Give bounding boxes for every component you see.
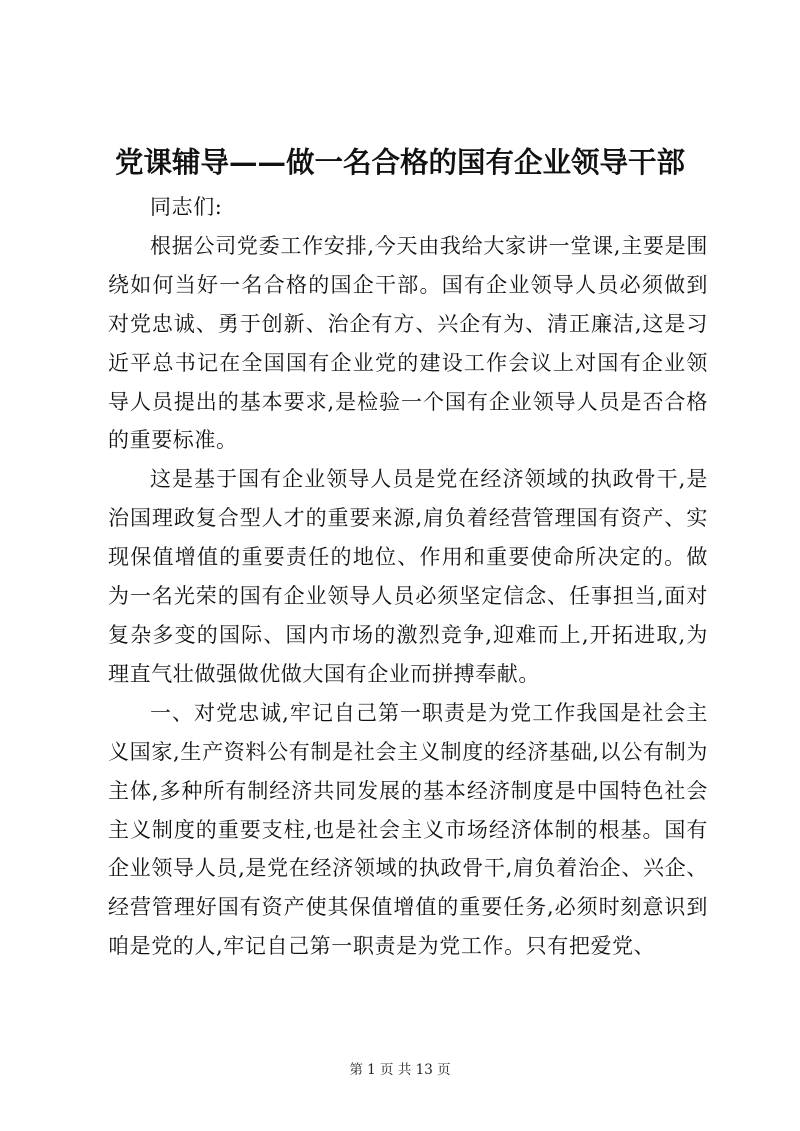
- greeting-line: 同志们:: [150, 195, 223, 219]
- paragraph-1: 根据公司党委工作安排,今天由我给大家讲一堂课,主要是围绕如何当好一名合格的国企干部。国有企业领导人员必须做到对党忠诚、勇于创新、治企有方、兴企有为、清正廉洁,这是习近平总书记在全国国有企业党的建设工作会议上对国有企业领导人员提出的基本要求,是检验一个国有企业领导人员是否合格的重要标准。: [108, 233, 708, 453]
- document-title: 党课辅导——做一名合格的国有企业领导干部: [114, 145, 685, 179]
- page-number-footer: 第 1 页 共 13 页: [349, 1062, 451, 1078]
- paragraph-2: 这是基于国有企业领导人员是党在经济领域的执政骨干,是治国理政复合型人才的重要来源,肩负着经营管理国有资产、实现保值增值的重要责任的地位、作用和重要使命所决定的。做为一名光荣的国有企业领导人员必须坚定信念、任事担当,面对复杂多变的国际、国内市场的激烈竞争,迎难而上,开拓进取,为理直气壮做强做优做大国有企业而拼搏奉献。: [108, 467, 708, 686]
- paragraph-3: 一、对党忠诚,牢记自己第一职责是为党工作我国是社会主义国家,生产资料公有制是社会主义制度的经济基础,以公有制为主体,多种所有制经济共同发展的基本经济制度是中国特色社会主义制度的重要支柱,也是社会主义市场经济体制的根基。国有企业领导人员,是党在经济领域的执政骨干,肩负着治企、兴企、经营管理好国有资产使其保值增值的重要任务,必须时刻意识到咱是党的人,牢记自己第一职责是为党工作。只有把爱党、: [108, 700, 708, 959]
- document-body: [108, 188, 708, 966]
